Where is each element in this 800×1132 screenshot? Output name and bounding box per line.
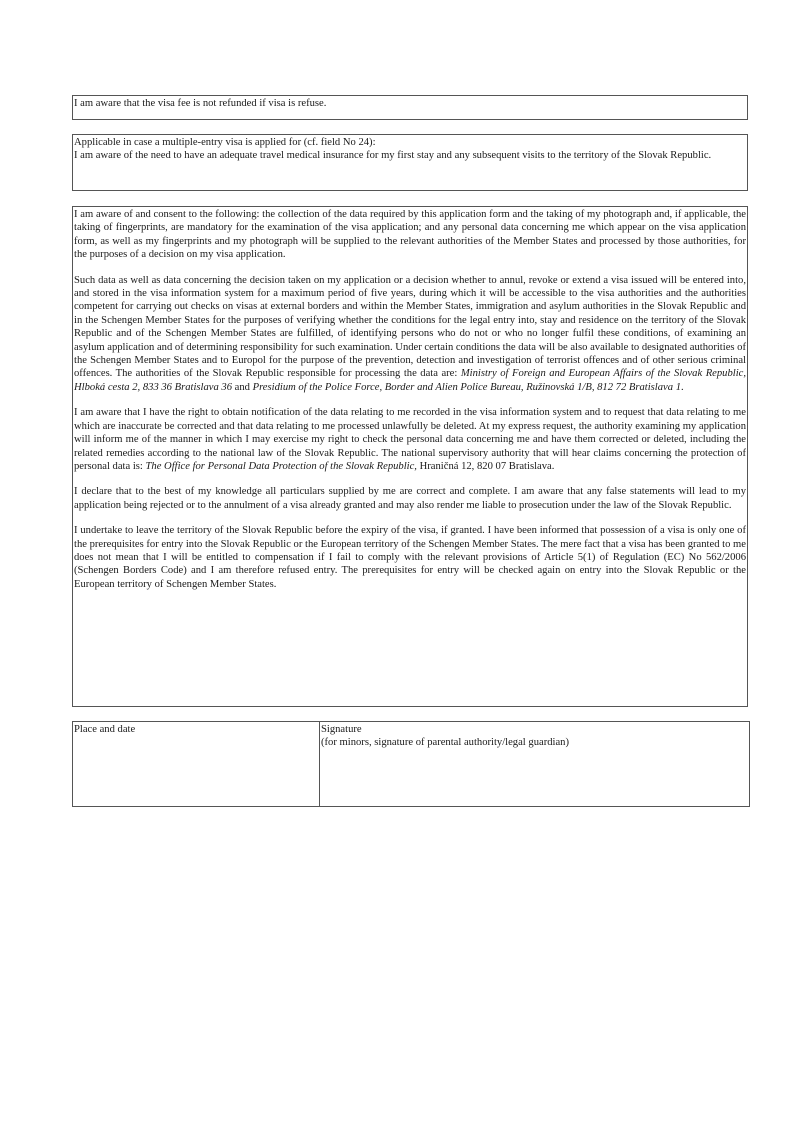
authority-ministry: Ministry of Foreign and European Affairs of the Slovak Republic, Hlboká cesta 2, 833 36 Bratislava 36	[74, 368, 746, 393]
consent-paragraph-undertaking: I undertake to leave the territory of the Slovak Republic before the expiry of the visa, if granted. I have been informed that possession of a visa is only one of the prerequisites for entry into the Slovak Republic or the European territory of the Schengen Member States. The mere fact that a visa has been granted to me does not mean that I will be entitled to compensation if I fail to comply with the relevant provisions of Article 5(1) of Regulation (EC) No 562/2006 (Schengen Borders Code) and I am therefore refused entry. The prerequisites for entry will be checked again on entry into the Slovak Republic or the European territory of Schengen Member States.	[74, 525, 746, 590]
authority-police: Presidium of the Police Force, Border and Alien Police Bureau, Ružinovská 1/B, 812 72 Bratislava 1	[252, 381, 681, 393]
fee-notice-text: I am aware that the visa fee is not refunded if visa is refuse.	[74, 98, 327, 109]
insurance-text: I am aware of the need to have an adequate travel medical insurance for my first stay and any subsequent visits to the territory of the Slovak Republic.	[74, 150, 712, 162]
rights-text: I am aware that I have the right to obtain notification of the data relating to me recorded in the visa information system and to request that data relating to me which are inaccurate be corrected and that data relating to me processed unlawfully be deleted. At my express request, the authority examining my application will inform me of the manner in which I may exercise my right to check the personal data concerning me and have them corrected or deleted, including the related remedies according to the national law of the Slovak Republic. The national supervisory authority that will hear claims concerning the protection of personal data is:	[74, 407, 746, 472]
data-protection-office: The Office for Personal Data Protection of the Slovak Republic,	[145, 460, 417, 472]
consent-paragraph-data-collection: I am aware of and consent to the following: the collection of the data required by this application form and the taking of my photograph and, if applicable, the taking of fingerprints, are mandatory for the examination of the visa application; and any personal data concerning me which appear on the visa application form, as well as my fingerprints and my photograph will be supplied to the relevant authorities of the Member States and processed by those authorities, for the purposes of a decision on my visa application.	[74, 209, 746, 261]
consent-paragraph-vis-storage	[74, 274, 746, 395]
authority-connector: and	[232, 381, 253, 393]
place-date-cell[interactable]	[73, 722, 320, 807]
signature-table	[72, 721, 750, 807]
vis-storage-text: Such data as well as data concerning the decision taken on my application or a decision whether to annul, revoke or extend a visa issued will be entered into, and stored in the visa information system for a maximum period of five years, during which it will be accessible to the visa authorities and the authorities competent for carrying out checks on visas at external borders and within the Member States, immigration and asylum authorities in the Slovak Republic and in the Schengen Member States for the purposes of verifying whether the conditions for the legal entry into, stay and residence on the territory of the Slovak Republic and of the Schengen Member States are fulfilled, of identifying persons who do not or who no longer fulfil these conditions, of examining an asylum application and of determining responsibility for such examination. Under certain conditions the data will be also available to designated authorities of the Schengen Member States and to Europol for the purpose of the prevention, detection and investigation of terrorist offences and of other serious criminal offences. The authorities of the Slovak Republic responsible for processing the data are:	[74, 274, 746, 380]
consent-paragraph-declaration: I declare that to the best of my knowledge all particulars supplied by me are correct and complete. I am aware that any false statements will lead to my application being rejected or to the annulment of a visa already granted and may also render me liable to prosecution under the law of the Slovak Republic.	[74, 486, 746, 511]
signature-cell[interactable]	[320, 722, 750, 807]
insurance-heading: Applicable in case a multiple-entry visa is applied for (cf. field No 24):	[74, 137, 376, 148]
insurance-box	[72, 134, 748, 191]
signature-note: (for minors, signature of parental authority/legal guardian)	[321, 737, 569, 749]
vis-storage-end: .	[681, 381, 684, 393]
place-date-label: Place and date	[74, 724, 136, 735]
consent-box	[72, 206, 748, 707]
signature-label: Signature	[321, 724, 362, 735]
consent-paragraph-rights	[74, 406, 746, 473]
fee-notice-box	[72, 95, 748, 120]
data-protection-address: Hraničná 12, 820 07 Bratislava.	[416, 460, 555, 472]
